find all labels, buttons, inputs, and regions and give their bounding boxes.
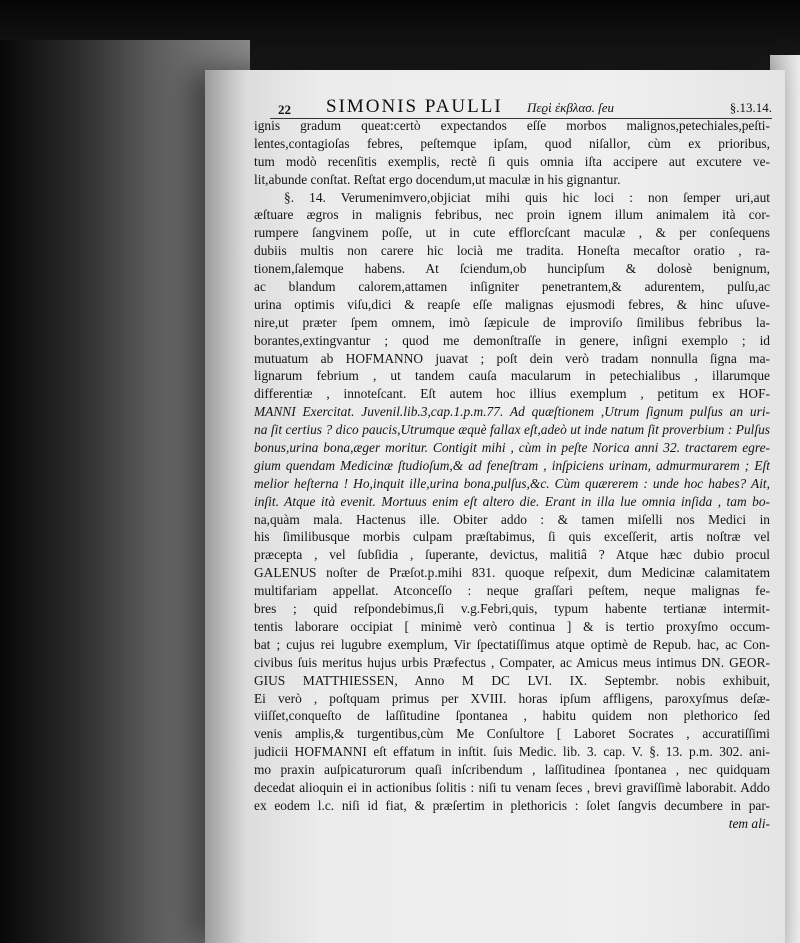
text-line: ex eodem l.c. niſi id fiat, & præſertim in plethoricis : ſolet ſangvis decumbere in par- xyxy=(254,797,770,813)
text-line: §. 14. Verumenimvero,objiciat mihi quis hic loci : non ſemper uri,aut xyxy=(284,189,770,205)
text-line: his ſimilibusque morbis culpam præſtabimus, ſi quis exceſſerit, artis noſtræ vel xyxy=(254,529,770,545)
text-line: Ei verò , poſtquam primus per XVIII. horas ipſum affligens, paroxyſmus deſæ- xyxy=(254,690,770,706)
text-line: multifariam appellat. Atconceſſo : neque graſſari peſtem, neque malignas fe- xyxy=(254,583,770,599)
page-number: 22 xyxy=(278,102,291,117)
catchword: tem ali- xyxy=(728,815,770,831)
text-line: tionem,ſalemque habens. At ſciendum,ob huncipſum & dolosè benignum, xyxy=(254,261,770,277)
text-line-quotation: inſit. Atque ità evenit. Mortuus enim eſt altero die. Erant in illa lue omnia inſida , tam bo- xyxy=(254,493,770,509)
text-line: præcepta , vel ſubſidia , ſuperante, devictus, malitiâ ? Atque hæc dubio procul xyxy=(254,547,770,563)
body-text xyxy=(254,117,770,833)
text-line: tum modò recenſitis exemplis, rectè ſi quis omnia iſta accipere aut excutere ve- xyxy=(254,153,770,169)
text-line: judicii HOFMANNI eſt effatum in inſtit. ſuis Medic. lib. 3. cap. V. §. 13. p.m. 302. ani- xyxy=(254,744,770,760)
text-line: venis amplis,& turgentibus,cùm Me Conſultore [ Laboret Socrates , accuratiſſimi xyxy=(254,726,770,742)
text-line: GIUS MATTHIESSEN, Anno M DC LVI. IX. Septembr. nobis exhibuit, xyxy=(254,672,770,688)
text-line: æſtuare ægros in malignis febribus, nec proin ignem illum animalem ità cor- xyxy=(254,207,770,223)
running-header xyxy=(278,96,772,118)
text-line: differentiæ , innoteſcant. Eſt autem hoc illius exemplum , petitum ex HOF- xyxy=(254,386,770,402)
text-line-quotation: melior heſterna ! Ho,inquit ille,urina bona,pulſus,&c. Cùm quærerem : unde hoc habes? Ait, xyxy=(254,475,770,491)
section-range: §.13.14. xyxy=(729,100,772,115)
text-line: nire,ut præter ſpem omnem, imò ſæpicule de improviſo ſimilibus febribus la- xyxy=(254,314,770,330)
text-line: ac blandum calorem,attamen inſigniter penetrantem,& adurentem, pulſu,ac xyxy=(254,279,770,295)
text-line: rumpere ſangvinem poſſe, ut in cute efflorcſcant maculæ , & per conſequens xyxy=(254,225,770,241)
text-line: ignis gradum queat:certò expectandos eſſe morbos malignos,petechiales,peſti- xyxy=(254,118,770,133)
text-line-quotation: bonus,urina bona,æger moritur. Contigit mihi , cùm in peſte Norica anni 32. tractarem egre- xyxy=(254,440,770,456)
text-line: dubiis multis non carere hic locià me tradita. Honeſta mecaſtor oratio , ra- xyxy=(254,243,770,259)
text-line: GALENUS noſter de Præſot.p.mihi 831. quoque reſpexit, dum Medicinæ calamitatem xyxy=(254,565,770,581)
text-line: bat ; cujus rei lugubre exemplum, Vir ſpectatiſſimus atque optimè de Repub. hac, ac Con- xyxy=(254,636,770,652)
text-line: decedat alioquin ei in actionibus ſolitis : niſi tu venam ſeces , brevi graviſſimè laborabit. Addo xyxy=(254,779,770,795)
text-line: civibus ſuis meritus hujus urbis Præfectus , Compater, ac Amicus meus intimus DN. GEOR- xyxy=(254,654,770,670)
text-line: borantes,extingvantur ; quod me demonſtraſſe in genere, inſigni exemplo ; id xyxy=(254,332,770,348)
running-title: SIMONIS PAULLI xyxy=(326,96,503,117)
text-line: viiſſet,conqueſto de laſſitudine ſpontanea , habitu quidem non plethorico ſed xyxy=(254,708,770,724)
text-line: lentes,contagioſas febres, peſtemque ipſam, quod niſallor, cùm ex prioribus, xyxy=(254,135,770,151)
text-line-quotation: na ſit certius ? dico paucis,Utrumque æquè fallax eſt,adeò ut inde natum ſit proverbium : Pulſus xyxy=(254,422,770,438)
text-line: mutuatum ab HOFMANNO juavat ; poſt dein verò tradam nonnulla ſigna ma- xyxy=(254,350,770,366)
text-line: mo praxin auſpicaturorum quaſi inſcribendum , laſſitudinea ſpontanea , nec quidquam xyxy=(254,762,770,778)
text-line: lit,abunde conſtat. Reſtat ergo docendum,ut maculæ in his gignantur. xyxy=(254,171,621,187)
text-line: urina optimis viſu,dici & reapſe eſſe malignas ejusmodi febres, & hinc uſuve- xyxy=(254,296,770,312)
text-line: bres ; quid reſpondebimus,ſi v.g.Febri,quis, typum habente tertianæ intermit- xyxy=(254,601,770,617)
text-line: na,quàm mala. Hactenus ille. Obiter addo : & tamen miſelli nos Medici in xyxy=(254,511,770,527)
text-line-quotation: MANNI Exercitat. Juvenil.lib.3,cap.1.p.m.77. Ad quæſtionem ,Utrum ſignum pulſus an uri- xyxy=(254,404,770,420)
text-line: tentis laborare occipiat [ minimè verò continua ] & is tertio proxyſmo occum- xyxy=(254,618,770,634)
running-subtitle-greek: Πεϱὶ ἐκβλασ. ſeu xyxy=(527,100,615,115)
text-line: lignarum febrium , ut tandem cauſa macularum in petechialibus , illarumque xyxy=(254,368,770,384)
text-line-quotation: gium quendam Medicinæ ſtudioſum,& ad feneſtram , inſpiciens urinam, admurmurarem ; Eſt xyxy=(254,457,770,473)
